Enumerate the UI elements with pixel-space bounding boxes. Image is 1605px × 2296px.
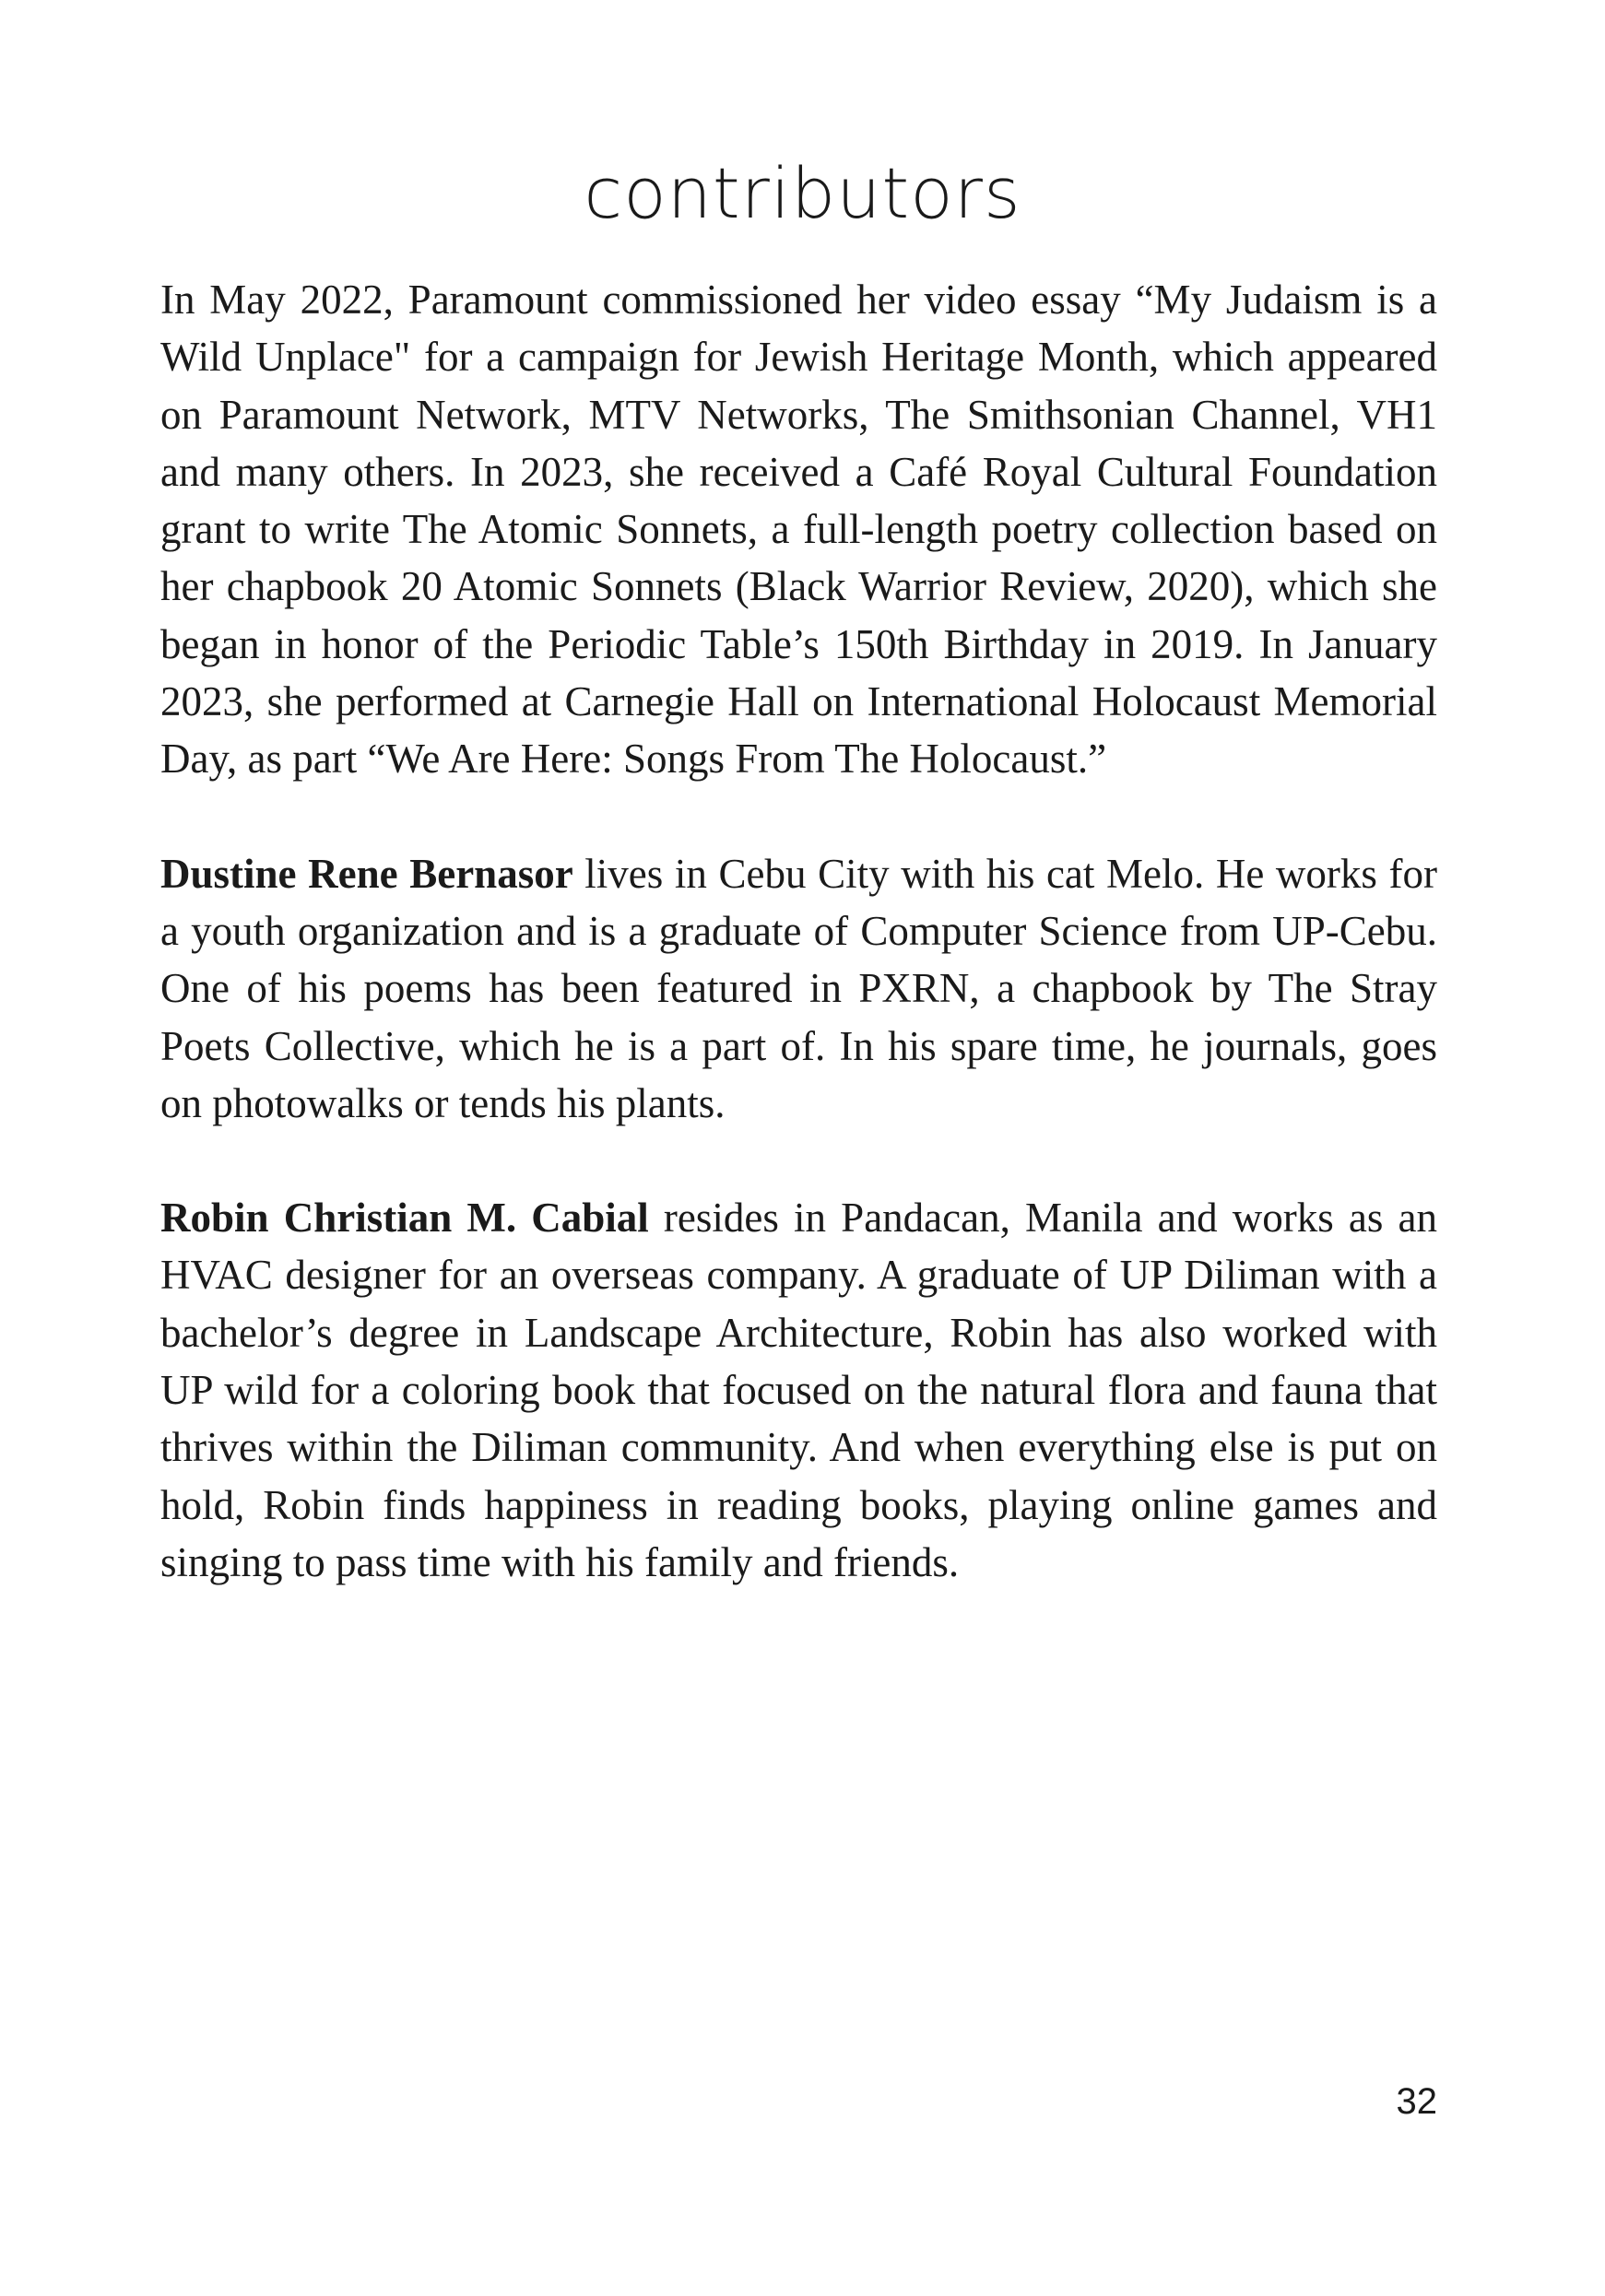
page-number: 32 bbox=[1396, 2081, 1437, 2122]
bio-text: lives in Cebu City with his cat Melo. He works for a youth organization and is a graduate of Computer Science from UP-Cebu. One of his poems has been featured in PXRN, a chapbook by The Stray Poets Collective, which he is a part of. In his spare time, he journals, goes on photowalks or tends his plants. bbox=[160, 850, 1438, 1126]
bio-paragraph-continued bbox=[160, 271, 1437, 788]
contributor-bios bbox=[160, 271, 1437, 1648]
bio-paragraph-cabial bbox=[160, 1189, 1437, 1591]
bio-paragraph-bernasor bbox=[160, 845, 1437, 1132]
bio-text: In May 2022, Paramount commissioned her video essay “My Judaism is a Wild Unplace" for a campaign for Jewish Heritage Month, which appeared on Paramount Network, MTV Networks, The Smithsonian Channel, VH1 and many others. In 2023, she received a Café Royal Cultural Foundation grant to write The Atomic Sonnets, a full-length poetry collection based on her chapbook 20 Atomic Sonnets (Black Warrior Review, 2020), which she began in honor of the Periodic Table’s 150th Birthday in 2019. In January 2023, she performed at Carnegie Hall on International Holocaust Memorial Day, as part “We Are Here: Songs From The Holocaust.” bbox=[160, 277, 1437, 783]
page-title: contributors bbox=[584, 152, 1021, 234]
contributor-name: Robin Christian M. Cabial bbox=[160, 1195, 649, 1242]
contributor-name: Dustine Rene Bernasor bbox=[160, 850, 573, 897]
bio-text: resides in Pandacan, Manila and works as an HVAC designer for an overseas company. A graduate of UP Diliman with a bachelor’s degree in Landscape Architecture, Robin has also worked with UP wild for a coloring book that focused on the natural flora and fauna that thrives within the Diliman community. And when everything else is put on hold, Robin finds happiness in reading books, playing online games and singing to pass time with his family and friends. bbox=[160, 1195, 1437, 1585]
